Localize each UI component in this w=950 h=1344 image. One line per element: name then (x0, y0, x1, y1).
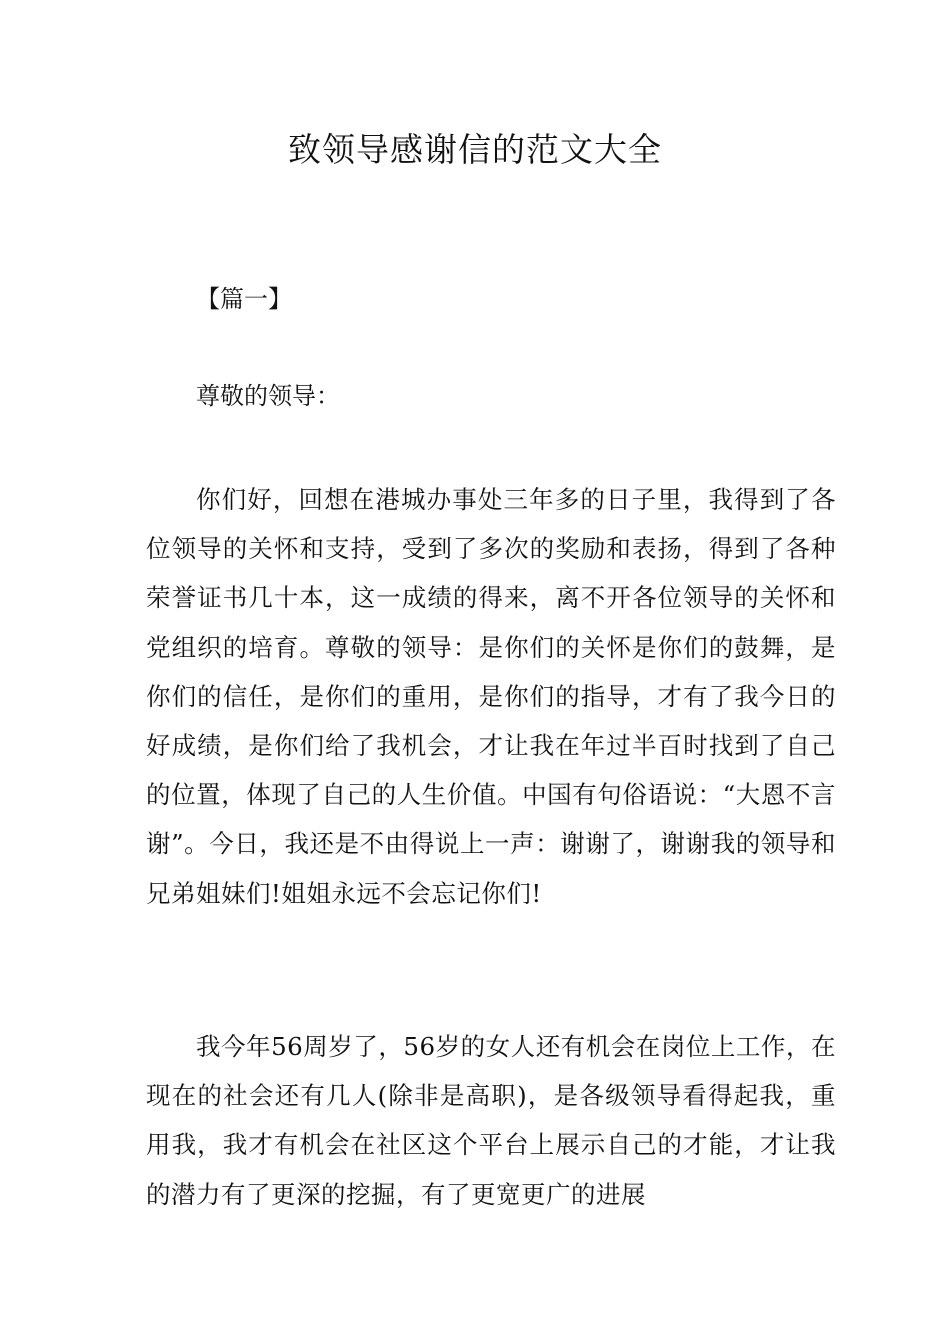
body-paragraph-1: 你们好，回想在港城办事处三年多的日子里，我得到了各位领导的关怀和支持，受到了多次的奖励和表扬，得到了各种荣誉证书几十本，这一成绩的得来，离不开各位领导的关怀和党组织的培育。尊敬的领导：是你们的关怀是你们的鼓舞，是你们的信任，是你们的重用，是你们的指导，才有了我今日的好成绩，是你们给了我机会，才让我在年过半百时找到了自己的位置，体现了自己的人生价值。中国有句俗语说：“大恩不言谢”。今日，我还是不由得说上一声：谢谢了，谢谢我的领导和兄弟姐妹们!姐姐永远不会忘记你们! (146, 485, 836, 908)
body-paragraph-2: 我今年56周岁了，56岁的女人还有机会在岗位上工作，在现在的社会还有几人(除非是高职)，是各级领导看得起我，重用我，我才有机会在社区这个平台上展示自己的才能，才让我的潜力有了更深的挖掘，有了更宽更广的进展 (146, 1032, 836, 1209)
salutation: 尊敬的领导： (196, 382, 340, 410)
section-label: 【篇一】 (196, 285, 292, 313)
document-title: 致领导感谢信的范文大全 (288, 130, 662, 169)
